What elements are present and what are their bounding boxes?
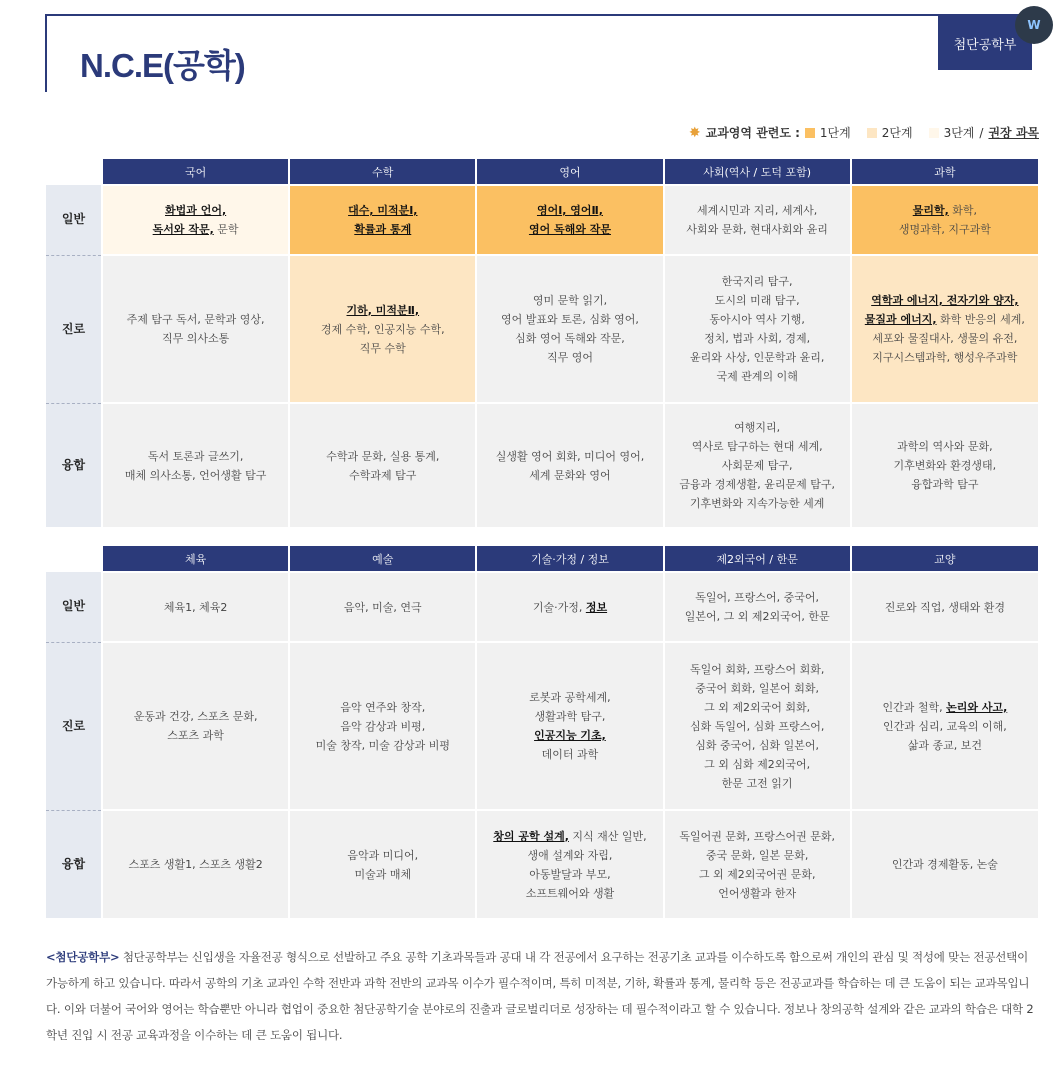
legend-separator: / [979,125,984,140]
subject-text: 그 외 심화 제2외국어, [704,757,811,771]
subject-text: 음악 연주와 창작, [340,700,426,714]
subject-text: 사회문제 탐구, [721,459,793,472]
legend-swatch-1 [805,128,815,138]
subject-cell [851,403,1038,527]
subject-text: 사회와 문화, 현대사회와 윤리 [686,223,828,236]
subject-text: 직무 영어 [546,351,593,364]
column-header: 영어 [476,159,663,185]
subject-text: 중국 문화, 일본 문화, [705,848,809,862]
recommended-subject: 화법과 언어, [165,204,227,217]
subject-text: 영미 문학 읽기, [532,294,608,307]
column-header: 교양 [851,546,1038,572]
subject-text: 체육1, 체육2 [163,600,228,614]
legend-level-1: 1단계 [819,126,851,140]
subject-text: 미술과 매체 [354,867,412,881]
subject-text: 소프트웨어와 생활 [525,886,615,900]
legend-recommended: 권장 과목 [988,126,1039,140]
table-row [46,810,1038,918]
subject-text: 화학, [948,204,978,217]
subject-cell [664,185,851,255]
subject-text: 수학과제 탐구 [349,468,417,482]
subject-cell [476,642,663,810]
subject-text: 진로와 직업, 생태와 환경 [884,600,1005,614]
subject-text: 생애 설계와 자립, [527,848,613,862]
recommended-subject: 논리와 사고, [946,700,1008,714]
subject-text: 수학과 문화, 실용 통계, [326,449,440,463]
legend-level-2: 2단계 [881,126,913,140]
subject-cell [664,403,851,527]
subject-text: 기술·가정, [532,600,586,614]
legend-level-3: 3단계 [943,126,975,140]
row-header: 진로 [46,255,102,403]
subject-cell [851,810,1038,918]
legend-label: 교과영역 관련도 : [705,126,800,140]
subject-cell [289,403,476,527]
subject-cell [664,642,851,810]
recommended-subject: 확률과 통계 [354,223,412,236]
subject-text: 문학 [213,223,239,236]
subject-cell [102,572,289,642]
subject-text: 일본어, 그 외 제2외국어, 한문 [684,610,830,623]
subject-text: 음악과 미디어, [347,848,419,862]
subject-cell [102,810,289,918]
recommended-subject: 기하, 미적분Ⅱ, [346,303,420,317]
subject-cell [476,810,663,918]
subject-text: 인간과 심리, 교육의 이해, [883,719,1007,733]
subject-cell [102,185,289,255]
table-row [46,255,1038,403]
row-header: 일반 [46,572,102,642]
subject-text: 스포츠 과학 [167,729,224,742]
subject-text: 세포와 물질대사, 생물의 유전, [872,332,1018,345]
subject-text: 한문 고전 읽기 [721,776,793,790]
subject-text: 융합과학 탐구 [911,478,979,491]
recommended-subject: 대수, 미적분Ⅰ, [348,204,418,217]
row-header: 일반 [46,185,102,255]
subject-text: 생명과학, 지구과학 [898,223,991,236]
star-icon: ✸ [688,124,701,141]
legend-swatch-2 [867,128,877,138]
subject-cell [851,642,1038,810]
subject-text: 세계시민과 지리, 세계사, [697,204,818,217]
table-row [46,185,1038,255]
subject-text: 금융과 경제생활, 윤리문제 탐구, [679,478,835,491]
subject-text: 실생활 영어 회화, 미디어 영어, [495,449,645,463]
subject-text: 윤리와 사상, 인문학과 윤리, [689,351,825,364]
subject-cell [476,185,663,255]
column-header: 기술·가정 / 정보 [476,546,663,572]
table-row [46,403,1038,527]
subject-text: 한국지리 탐구, [721,275,793,288]
subject-text: 도시의 미래 탐구, [714,294,800,307]
recommended-subject: 정보 [585,600,608,614]
subject-text: 미술 창작, 미술 감상과 비평 [315,738,450,752]
subject-text: 세계 문화와 영어 [529,468,611,482]
subject-text: 삶과 종교, 보건 [907,738,982,752]
subject-text: 운동과 건강, 스포츠 문화, [133,710,258,723]
subject-text: 직무 의사소통 [161,332,230,345]
row-header: 융합 [46,810,102,918]
note-heading: <첨단공학부> [46,950,120,964]
table-row [46,572,1038,642]
subject-text: 독서 토론과 글쓰기, [147,449,244,463]
column-header: 수학 [289,159,476,185]
recommended-subject: 독서와 작문, [152,223,214,236]
subject-cell [476,403,663,527]
subject-text: 음악, 미술, 연극 [343,600,422,614]
legend-swatch-3 [929,128,939,138]
subject-text: 독일어권 문화, 프랑스어권 문화, [679,829,835,843]
recommended-subject: 인공지능 기초, [534,729,606,742]
column-header: 제2외국어 / 한문 [664,546,851,572]
subject-cell [102,255,289,403]
subject-text: 언어생활과 한자 [718,886,797,900]
column-header: 국어 [102,159,289,185]
table-row [46,642,1038,810]
subject-cell [289,572,476,642]
subject-cell [851,185,1038,255]
subject-table-2 [46,546,1038,918]
subject-text: 매체 의사소통, 언어생활 탐구 [124,468,267,482]
subject-cell [289,810,476,918]
subject-cell [476,255,663,403]
department-note [46,944,1040,1048]
legend [689,124,1039,141]
subject-cell [851,572,1038,642]
table-header-row [46,159,1038,185]
subject-text: 지구시스템과학, 행성우주과학 [872,351,1018,364]
subject-text: 기후변화와 환경생태, [893,459,997,472]
subject-text: 인간과 경제활동, 논술 [891,858,998,871]
subject-text: 로봇과 공학세계, [529,691,611,704]
note-body: 첨단공학부는 신입생을 자율전공 형식으로 선발하고 주요 공학 기초과목들과 공대 내 각 전공에서 요구하는 전공기초 교과를 이수하도록 함으로써 개인의 관심 및 적성에 맞는 전공선택이 가능하게 하고 있습니다. 따라서 공학의 기초 교과인 수학 전반과 과학 전반의 교과목 이수가 필수적이며, 특히 미적분, 기하, 확률과 통계, 물리학 등은 전공교과를 학습하는 데 큰 도움이 되는 교과목입니다. 이와 더불어 국어와 영어는 학습뿐만 아니라 협업이 중요한 첨단공학기술 분야로의 진출과 글로벌리더로 성장하는 데 필수적이라고 할 수 있습니다. 정보나 창의공학 설계와 같은 교과의 학습은 대학 2학년 진입 시 전공 교육과정을 이수하는 데 큰 도움이 됩니다. [46,950,1034,1042]
subject-cell [289,185,476,255]
page-title: N.C.E(공학) [80,47,245,84]
subject-text: 화학 반응의 세계, [936,313,1025,326]
subject-text: 영어 발표와 토론, 심화 영어, [501,313,639,326]
column-header: 과학 [851,159,1038,185]
subject-text: 동아시아 역사 기행, [709,313,805,326]
recommended-subject: 영어Ⅰ, 영어Ⅱ, [536,204,603,217]
column-header: 체육 [102,546,289,572]
subject-text: 기후변화와 지속가능한 세계 [689,497,825,510]
subject-text: 그 외 제2외국어권 문화, [698,867,816,881]
subject-text: 정치, 법과 사회, 경제, [704,332,811,345]
department-tag: 첨단공학부 [938,16,1032,70]
subject-text: 인간과 철학, [882,700,947,714]
subject-text: 국제 관계의 이해 [716,370,798,383]
subject-text: 중국어 회화, 일본어 회화, [695,681,820,695]
subject-text: 지식 재산 일반, [568,829,647,843]
subject-text: 심화 영어 독해와 작문, [515,332,625,345]
translate-widget-icon[interactable]: W [1015,6,1053,44]
row-header: 진로 [46,642,102,810]
subject-cell [102,403,289,527]
recommended-subject: 창의 공학 설계, [493,829,569,843]
subject-cell [664,572,851,642]
subject-text: 경제 수학, 인공지능 수학, [320,322,445,336]
subject-text: 심화 독일어, 심화 프랑스어, [689,719,825,733]
table-corner [46,546,102,572]
recommended-subject: 물질과 에너지, [864,313,937,326]
subject-text: 음악 감상과 비평, [340,719,426,733]
table-corner [46,159,102,185]
row-header: 융합 [46,403,102,527]
subject-cell [851,255,1038,403]
subject-cell [289,255,476,403]
subject-cell [102,642,289,810]
subject-text: 주제 탐구 독서, 문학과 영상, [126,313,265,326]
subject-text: 독일어, 프랑스어, 중국어, [695,591,820,604]
subject-text: 과학의 역사와 문화, [897,440,993,453]
subject-text: 스포츠 생활1, 스포츠 생활2 [128,858,263,871]
subject-cell [289,642,476,810]
subject-text: 역사로 탐구하는 현대 세계, [691,440,823,453]
table-header-row [46,546,1038,572]
recommended-subject: 영어 독해와 작문 [528,223,611,236]
subject-text: 여행지리, [734,421,781,434]
subject-text: 데이터 과학 [541,748,599,761]
subject-text: 그 외 제2외국어 회화, [704,700,811,714]
subject-text: 생활과학 탐구, [534,710,606,723]
column-header: 사회(역사 / 도덕 포함) [664,159,851,185]
recommended-subject: 물리학, [912,204,949,217]
subject-text: 직무 수학 [359,341,406,355]
subject-text: 독일어 회화, 프랑스어 회화, [689,662,825,676]
subject-cell [664,810,851,918]
subject-table-1 [46,159,1038,527]
title-frame [45,14,1047,92]
column-header: 예술 [289,546,476,572]
subject-cell [476,572,663,642]
subject-cell [664,255,851,403]
subject-text: 아동발달과 부모, [529,867,611,881]
recommended-subject: 역학과 에너지, 전자기와 양자, [871,294,1019,307]
subject-text: 심화 중국어, 심화 일본어, [695,738,820,752]
